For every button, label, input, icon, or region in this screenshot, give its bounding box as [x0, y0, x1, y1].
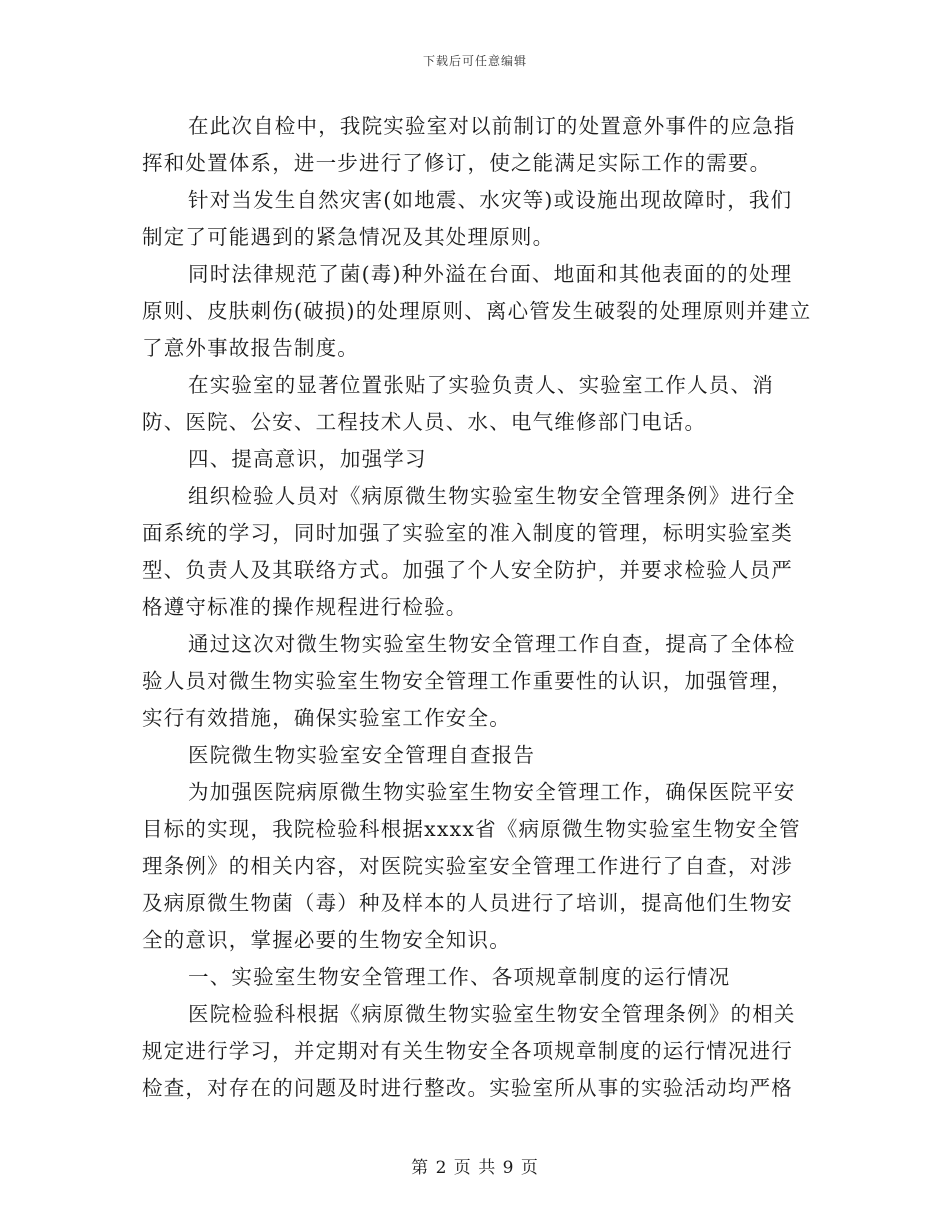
report-title: 医院微生物实验室安全管理自查报告: [188, 743, 536, 767]
paragraph: 医院检验科根据《病原微生物实验室生物安全管理条例》的相关规定进行学习，并定期对有关生物安全各项规章制度的运行情况进行检查，对存在的问题及时进行整改。实验室所从事的实验活动均严格: [142, 1002, 796, 1100]
page-header: 下载后可任意编辑: [422, 54, 527, 68]
section-heading: 四、提高意识，加强学习: [188, 447, 427, 471]
paragraph: 在实验室的显著位置张贴了实验负责人、实验室工作人员、消防、医院、公安、工程技术人员、水、电气维修部门电话。: [142, 373, 774, 434]
paragraph: 组织检验人员对《病原微生物实验室生物安全管理条例》进行全面系统的学习，同时加强了实验室的准入制度的管理，标明实验室类型、负责人及其联络方式。加强了个人安全防护，并要求检验人员严格遵守标准的操作规程进行检验。: [142, 484, 796, 619]
paragraph: 针对当发生自然灾害(如地震、水灾等)或设施出现故障时，我们制定了可能遇到的紧急情况及其处理原则。: [142, 188, 793, 249]
paragraph: 同时法律规范了菌(毒)种外溢在台面、地面和其他表面的的处理原则、皮肤刺伤(破损)的处理原则、离心管发生破裂的处理原则并建立了意外事故报告制度。: [142, 262, 812, 360]
section-heading: 一、实验室生物安全管理工作、各项规章制度的运行情况: [188, 965, 731, 989]
paragraph: 通过这次对微生物实验室生物安全管理工作自查，提高了全体检验人员对微生物实验室生物安全管理工作重要性的认识，加强管理，实行有效措施，确保实验室工作安全。: [142, 632, 796, 730]
paragraph: 为加强医院病原微生物实验室生物安全管理工作，确保医院平安目标的实现，我院检验科根据xxxx省《病原微生物实验室生物安全管理条例》的相关内容，对医院实验室安全管理工作进行了自查，对涉及病原微生物菌（毒）种及样本的人员进行了培训，提高他们生物安全的意识，掌握必要的生物安全知识。: [142, 780, 801, 952]
paragraph: 在此次自检中，我院实验室对以前制订的处置意外事件的应急指挥和处置体系，进一步进行了修订，使之能满足实际工作的需要。: [142, 114, 796, 175]
document-body: [142, 108, 812, 1107]
page-number: 第 2 页 共 9 页: [411, 1158, 539, 1178]
